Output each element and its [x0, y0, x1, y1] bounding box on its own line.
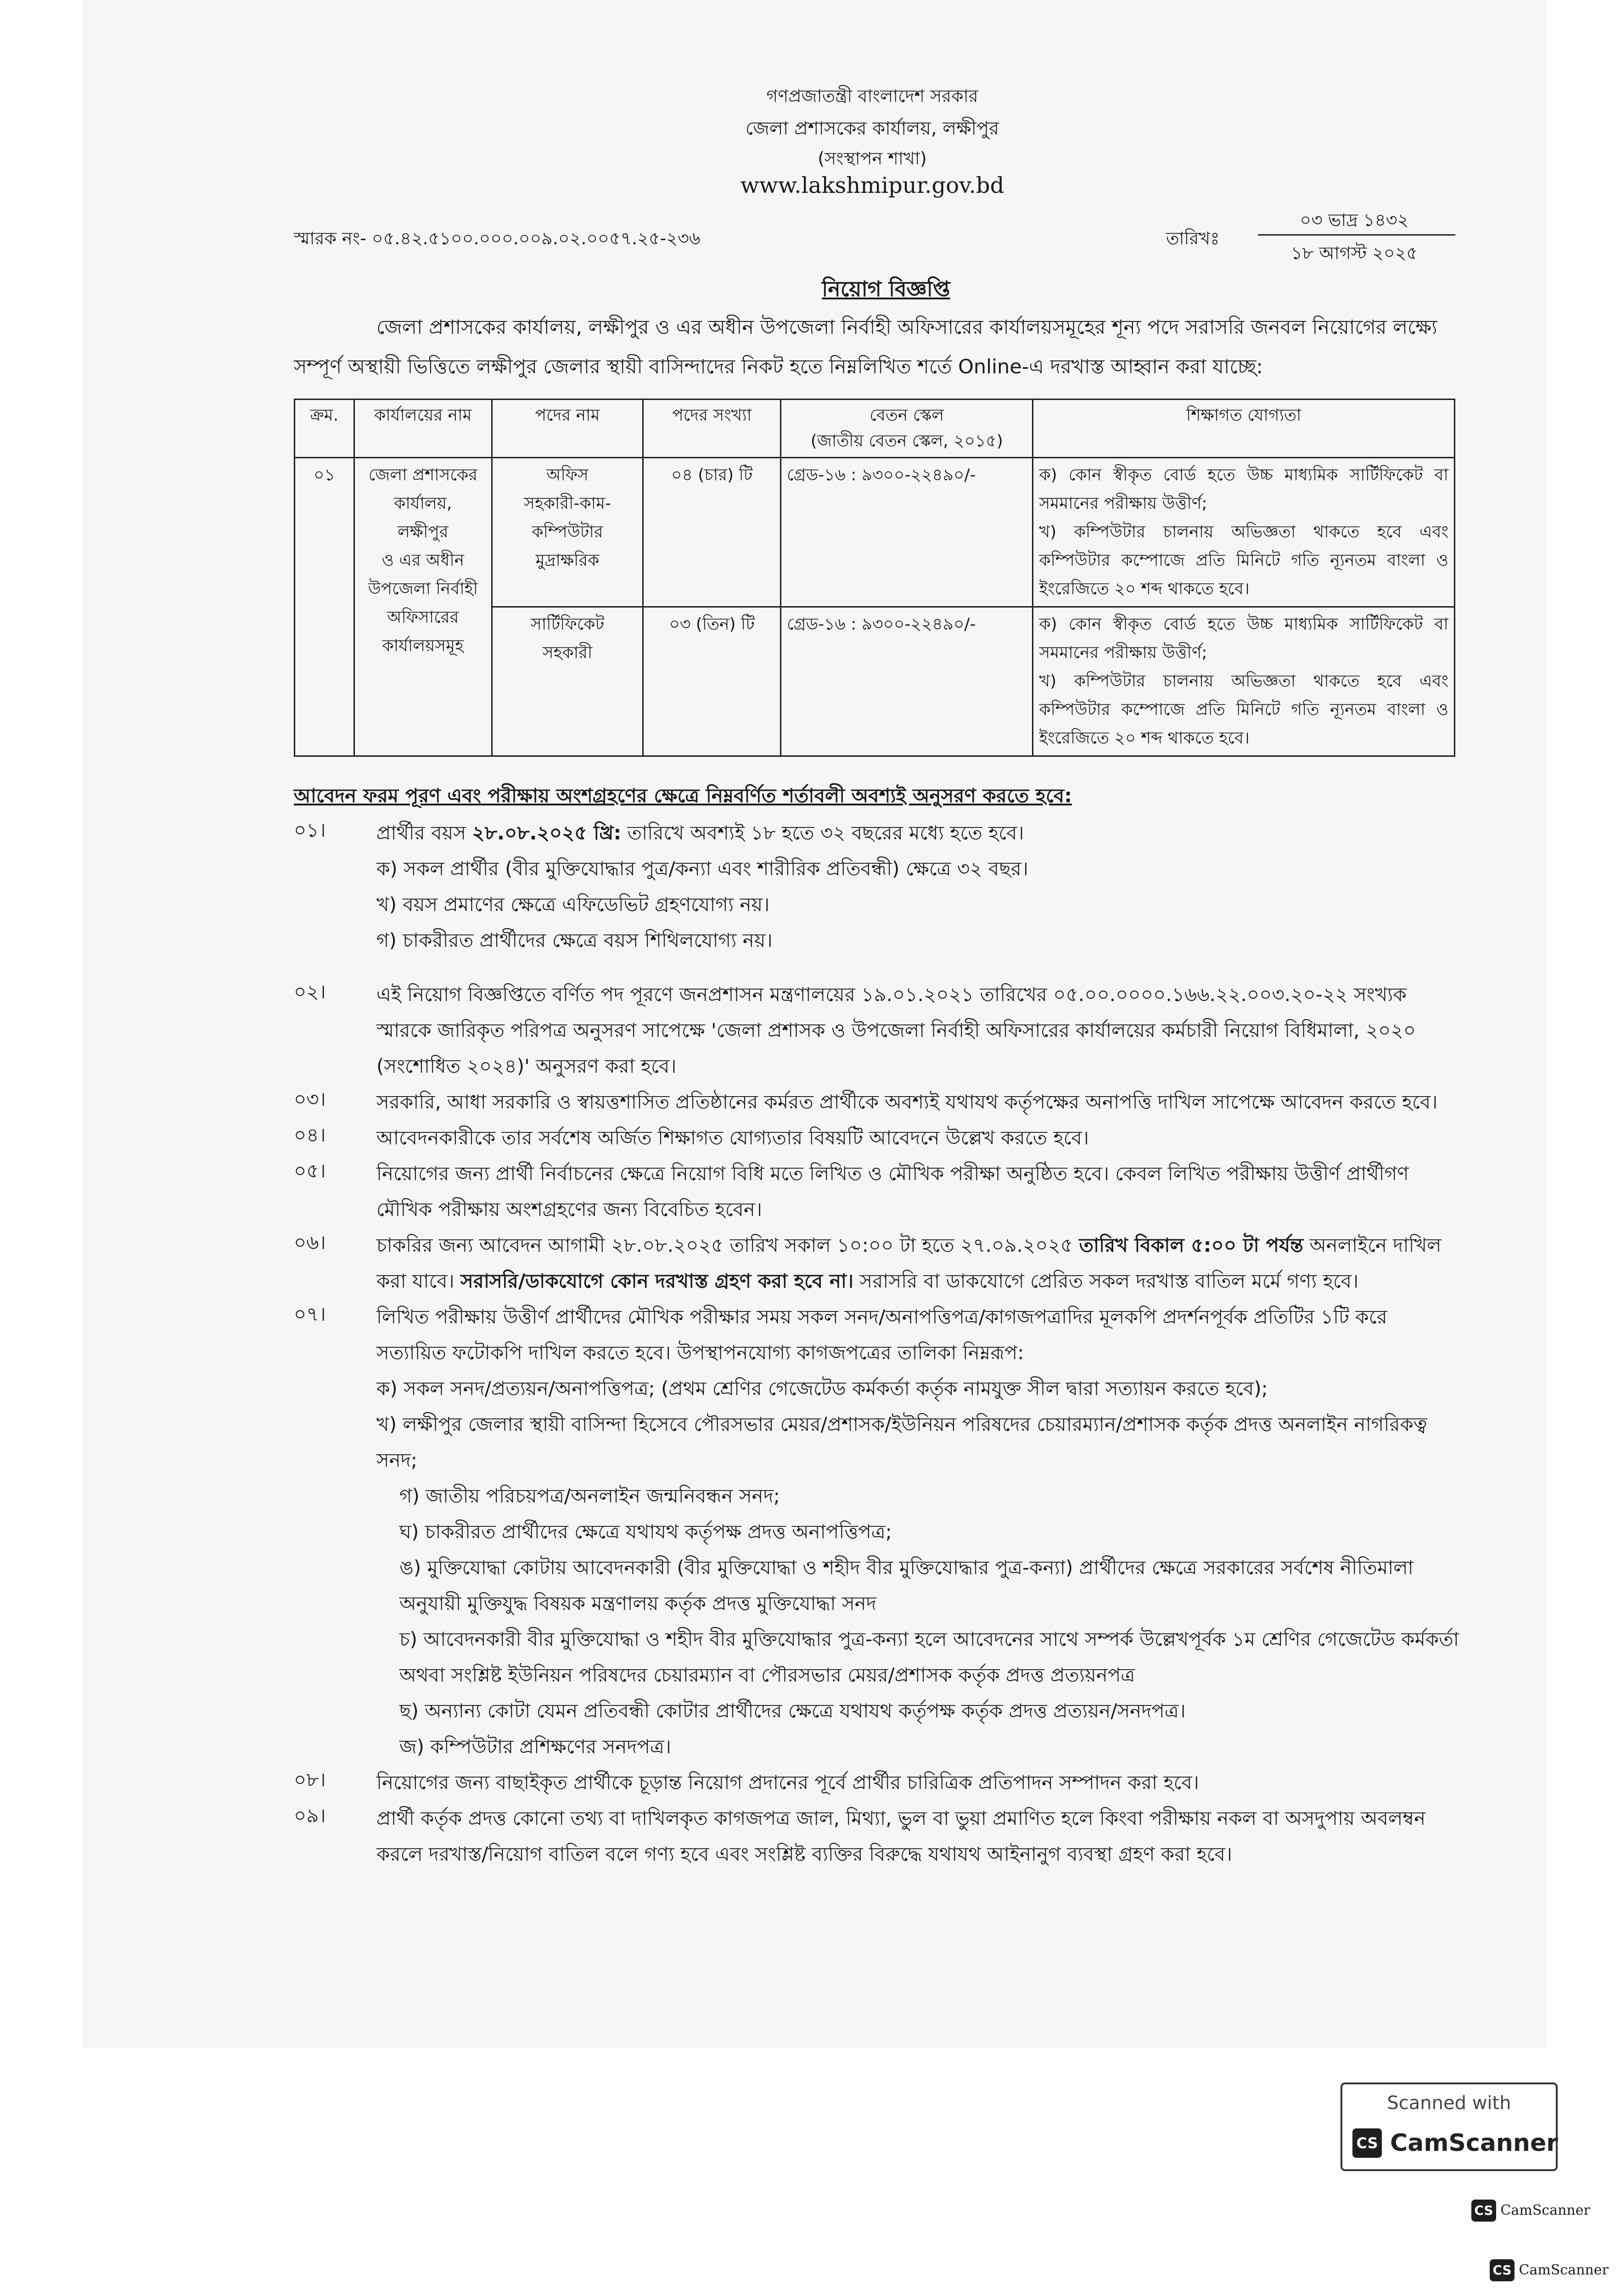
condition-item [294, 1765, 1460, 1801]
condition-number: ০১। [294, 819, 326, 841]
sub-item: গ) জাতীয় পরিচয়পত্র/অনলাইন জন্মনিবন্ধন সনদ; [399, 1485, 780, 1507]
office-line: উপজেলা নির্বাহী [368, 580, 478, 598]
condition-item [294, 1227, 1460, 1299]
cell-count: ০৪ (চার) টি [643, 458, 781, 607]
date-english: ১৮ আগস্ট ২০২৫ [1291, 243, 1418, 263]
vacancy-table [294, 399, 1455, 757]
office-line: অফিসারের [387, 608, 459, 627]
branch-title: (সংস্থাপন শাখা) [818, 148, 927, 169]
age-cutoff-date: ২৮.০৮.২০২৫ খ্রি: [472, 822, 622, 844]
condition-item [294, 1084, 1460, 1120]
govt-title: গণপ্রজাতন্ত্রী বাংলাদেশ সরকার [766, 86, 978, 106]
date-divider [1258, 234, 1455, 236]
condition-text: আবেদনকারীকে তার সর্বশেষ অর্জিত শিক্ষাগত যোগ্যতার বিষয়টি আবেদনে উল্লেখ করতে হবে। [376, 1126, 1089, 1149]
sub-item: ক) সকল প্রার্থীর (বীর মুক্তিযোদ্ধার পুত্র/কন্যা এবং শারীরিক প্রতিবন্ধী) ক্ষেত্রে ৩২ বছর। [376, 857, 1028, 880]
sub-item: জ) কম্পিউটার প্রশিক্ষণের সনদপত্র। [399, 1735, 671, 1758]
cell-post [492, 458, 643, 607]
condition-text-part: অনলাইনে দাখিল করা যাবে। [376, 1234, 1442, 1292]
sub-item: ক) সকল সনদ/প্রত্যয়ন/অনাপত্তিপত্র; (প্রথম শ্রেণির গেজেটেড কর্মকর্তা কর্তৃক নামযুক্ত সীল দ্বারা সত্যায়ন করতে হবে); [376, 1377, 1268, 1400]
camscanner-logo [1352, 2126, 1558, 2158]
col-serial: ক্রম. [295, 400, 354, 458]
cell-scale: গ্রেড-১৬ : ৯৩০০-২২৪৯০/- [781, 607, 1033, 756]
condition-text: সরকারি, আধা সরকারি ও স্বায়ত্তশাসিত প্রতিষ্ঠানের কর্মরত প্রার্থীকে অবশ্যই যথাযথ কর্তৃপক্ষের অনাপত্তি দাখিল সাপেক্ষে আবেদন করতে হবে। [376, 1091, 1438, 1113]
condition-text-part: চাকরির জন্য আবেদন আগামী ২৮.০৮.২০২৫ তারিখ সকাল ১০:০০ টা হতে ২৭.০৯.২০২৫ [376, 1234, 1079, 1256]
deadline-text: তারিখ বিকাল ৫:০০ টা পর্যন্ত [1079, 1234, 1303, 1256]
col-post: পদের নাম [492, 400, 643, 458]
sub-item: ঙ) মুক্তিযোদ্ধা কোটায় আবেদনকারী (বীর মুক্তিযোদ্ধা ও শহীদ বীর মুক্তিযোদ্ধার পুত্র-কন্যা) প্রার্থীদের ক্ষেত্রে সরকারের সর্বশেষ নীতিমালা অনুযায়ী মুক্তিযুদ্ধ বিষয়ক মন্ত্রণালয় কর্তৃক প্রদত্ত মুক্তিযোদ্ধা সনদ [399, 1556, 1413, 1615]
office-line: কার্যালয়সমূহ [382, 636, 464, 655]
post-line: অফিস [546, 466, 589, 484]
cell-office [354, 458, 492, 756]
post-line: সহকারী-কাম- [524, 494, 611, 513]
camscanner-mark-text: CamScanner [1500, 2202, 1590, 2218]
camscanner-icon: CS [1471, 2200, 1496, 2222]
condition-text: এই নিয়োগ বিজ্ঞপ্তিতে বর্ণিত পদ পূরণে জনপ্রশাসন মন্ত্রণালয়ের ১৯.০১.২০২১ তারিখের ০৫.০০.০০০০.১৬৬.২২.০০৩.২০-২২ সংখ্যক স্মারকে জারিকৃত পরিপত্র অনুসরণ সাপেক্ষে 'জেলা প্রশাসক ও উপজেলা নির্বাহী অফিসারের কার্যালয়ের কর্মচারী নিয়োগ বিধিমালা, ২০২০ (সংশোধিত ২০২৪)' অনুসরণ করা হবে। [376, 983, 1416, 1077]
camscanner-watermark [1341, 2082, 1558, 2171]
cell-qualification [1033, 458, 1455, 607]
condition-item [294, 1120, 1460, 1156]
sub-item: খ) বয়স প্রমাণের ক্ষেত্রে এফিডেভিট গ্রহণযোগ্য নয়। [376, 893, 770, 916]
condition-text [376, 1227, 1460, 1299]
condition-item [294, 815, 1460, 958]
camscanner-brand: CamScanner [1390, 2129, 1558, 2157]
condition-item [294, 1156, 1460, 1227]
sub-item: ঘ) চাকরীরত প্রার্থীদের ক্ষেত্রে যথাযথ কর্তৃপক্ষ প্রদত্ত অনাপত্তিপত্র; [399, 1520, 892, 1543]
conditions-heading: আবেদন ফরম পূরণ এবং পরীক্ষায় অংশগ্রহণের ক্ষেত্রে নিম্নবর্ণিত শর্তাবলী অবশ্যই অনুসরণ করতে হবে: [294, 784, 1072, 807]
col-scale-title: বেতন স্কেল [869, 406, 944, 425]
condition-text: লিখিত পরীক্ষায় উত্তীর্ণ প্রার্থীদের মৌখিক পরীক্ষার সময় সকল সনদ/অনাপত্তিপত্র/কাগজপত্রাদির মূলকপি প্রদর্শনপূর্বক প্রতিটির ১টি করে সত্যায়িত ফটোকপি দাখিল করতে হবে। উপস্থাপনযোগ্য কাগজপত্রের তালিকা নিম্নরূপ: [376, 1306, 1387, 1364]
cell-serial: ০১ [295, 458, 354, 756]
condition-number: ০৪। [294, 1124, 326, 1146]
memo-reference: স্মারক নং- ০৫.৪২.৫১০০.০০০.০০৯.০২.০০৫৭.২৫-২৩৬ [294, 228, 701, 248]
office-line: জেলা প্রশাসকের [368, 466, 477, 484]
condition-number: ০৩। [294, 1088, 326, 1110]
sub-item: গ) চাকরীরত প্রার্থীদের ক্ষেত্রে বয়স শিথিলযোগ্য নয়। [376, 929, 773, 951]
conditions-list [294, 815, 1460, 1872]
qualification-a: ক) কোন স্বীকৃত বোর্ড হতে উচ্চ মাধ্যমিক সার্টিফিকেট বা সমমানের পরীক্ষায় উত্তীর্ণ; [1039, 615, 1448, 662]
no-direct-submission-text: সরাসরি/ডাকযোগে কোন দরখাস্ত গ্রহণ করা হবে না। [460, 1270, 854, 1292]
post-line: কম্পিউটার [532, 523, 603, 541]
office-line: লক্ষীপুর [398, 523, 449, 541]
post-line: সহকারী [542, 643, 593, 662]
qualification-a: ক) কোন স্বীকৃত বোর্ড হতে উচ্চ মাধ্যমিক সার্টিফিকেট বা সমমানের পরীক্ষায় উত্তীর্ণ; [1039, 466, 1448, 513]
condition-number: ০২। [294, 980, 326, 1003]
qualification-b: খ) কম্পিউটার চালনায় অভিজ্ঞতা থাকতে হবে এবং কম্পিউটার কম্পোজে প্রতি মিনিটে গতি ন্যূনতম বাংলা ও ইংরেজিতে ২০ শব্দ থাকতে হবে। [1039, 672, 1448, 748]
cell-count: ০৩ (তিন) টি [643, 607, 781, 756]
cell-post [492, 607, 643, 756]
col-scale-subtitle: (জাতীয় বেতন স্কেল, ২০১৫) [810, 432, 1003, 450]
sub-item: চ) আবেদনকারী বীর মুক্তিযোদ্ধা ও শহীদ বীর মুক্তিযোদ্ধার পুত্র-কন্যা হলে আবেদনের সাথে সম্পর্ক উল্লেখপূর্বক ১ম শ্রেণির গেজেটেড কর্মকর্তা অথবা সংশ্লিষ্ট ইউনিয়ন পরিষদের চেয়ারম্যান বা পৌরসভার মেয়র/প্রশাসক কর্তৃক প্রদত্ত প্রত্যয়নপত্র [399, 1628, 1459, 1686]
col-qualification: শিক্ষাগত যোগ্যতা [1033, 400, 1455, 458]
post-line: সার্টিফিকেট [531, 615, 605, 634]
scanned-with-text: Scanned with [1387, 2093, 1511, 2114]
condition-item [294, 1299, 1460, 1765]
condition-text: নিয়োগের জন্য বাছাইকৃত প্রার্থীকে চূড়ান্ত নিয়োগ প্রদানের পূর্বে প্রার্থীর চারিত্রিক প্রতিপাদন সম্পাদন করা হবে। [376, 1771, 1199, 1794]
condition-text-part: সরাসরি বা ডাকযোগে প্রেরিত সকল দরখাস্ত বাতিল মর্মে গণ্য হবে। [853, 1270, 1359, 1292]
sub-item: খ) লক্ষীপুর জেলার স্থায়ী বাসিন্দা হিসেবে পৌরসভার মেয়র/প্রশাসক/ইউনিয়ন পরিষদের চেয়ারম্যান/প্রশাসক কর্তৃক প্রদত্ত অনলাইন নাগরিকত্ব সনদ; [376, 1413, 1427, 1471]
condition-text-part: তারিখে অবশ্যই ১৮ হতে ৩২ বছরের মধ্যে হতে হবে। [621, 822, 1024, 844]
condition-text-part: প্রার্থীর বয়স [376, 822, 472, 844]
col-count: পদের সংখ্যা [643, 400, 781, 458]
col-scale [781, 400, 1033, 458]
condition-number: ০৮। [294, 1768, 326, 1791]
office-line: কার্যালয়, [394, 494, 452, 513]
condition-item [294, 1801, 1460, 1872]
condition-number: ০৫। [294, 1159, 326, 1182]
date-label: তারিখঃ [1166, 228, 1220, 248]
condition-number: ০৭। [294, 1303, 326, 1325]
condition-number: ০৬। [294, 1231, 326, 1254]
condition-item [294, 977, 1460, 1084]
condition-text [376, 815, 1460, 851]
condition-text: নিয়োগের জন্য প্রার্থী নির্বাচনের ক্ষেত্রে নিয়োগ বিধি মতে লিখিত ও মৌখিক পরীক্ষা অনুষ্ঠিত হবে। কেবল লিখিত পরীক্ষায় উত্তীর্ণ প্রার্থীগণ মৌখিক পরীক্ষায় অংশগ্রহণের জন্য বিবেচিত হবেন। [376, 1162, 1409, 1221]
camscanner-mark [1471, 2200, 1590, 2222]
condition-text: প্রার্থী কর্তৃক প্রদত্ত কোনো তথ্য বা দাখিলকৃত কাগজপত্র জাল, মিথ্যা, ভুল বা ভুয়া প্রমাণিত হলে কিংবা পরীক্ষায় নকল বা অসদুপায় অবলম্বন করলে দরখাস্ত/নিয়োগ বাতিল বলে গণ্য হবে এবং সংশ্লিষ্ট ব্যক্তির বিরুদ্ধে যথাযথ আইনানুগ ব্যবস্থা গ্রহণ করা হবে। [376, 1807, 1426, 1865]
notice-title: নিয়োগ বিজ্ঞপ্তি [822, 276, 950, 301]
table-row [295, 458, 1455, 607]
qualification-b: খ) কম্পিউটার চালনায় অভিজ্ঞতা থাকতে হবে এবং কম্পিউটার কম্পোজে প্রতি মিনিটে গতি ন্যূনতম বাংলা ও ইংরেজিতে ২০ শব্দ থাকতে হবে। [1039, 523, 1448, 598]
camscanner-mark-text: CamScanner [1519, 2262, 1609, 2278]
office-line: ও এর অধীন [381, 551, 465, 570]
date-bangla: ০৩ ভাদ্র ১৪৩২ [1300, 210, 1409, 230]
cell-scale: গ্রেড-১৬ : ৯৩০০-২২৪৯০/- [781, 458, 1033, 607]
website-link[interactable]: www.lakshmipur.gov.bd [740, 173, 1004, 198]
camscanner-mark [1490, 2259, 1609, 2281]
col-office: কার্যালয়ের নাম [354, 400, 492, 458]
camscanner-icon: CS [1352, 2128, 1382, 2158]
sub-item: ছ) অন্যান্য কোটা যেমন প্রতিবন্ধী কোটার প্রার্থীদের ক্ষেত্রে যথাযথ কর্তৃপক্ষ কর্তৃক প্রদত্ত প্রত্যয়ন/সনদপত্র। [399, 1699, 1186, 1722]
post-line: মুদ্রাক্ষরিক [535, 551, 600, 570]
table-header-row [295, 400, 1455, 458]
camscanner-icon: CS [1490, 2259, 1514, 2281]
office-title: জেলা প্রশাসকের কার্যালয়, লক্ষীপুর [745, 118, 999, 139]
condition-number: ০৯। [294, 1804, 326, 1827]
cell-qualification [1033, 607, 1455, 756]
notice-intro: জেলা প্রশাসকের কার্যালয়, লক্ষীপুর ও এর অধীন উপজেলা নির্বাহী অফিসারের কার্যালয়সমূহের শূন্য পদে সরাসরি জনবল নিয়োগের লক্ষ্যে সম্পূর্ণ অস্থায়ী ভিত্তিতে লক্ষীপুর জেলার স্থায়ী বাসিন্দাদের নিকট হতে নিম্নলিখিত শর্তে Online-এ দরখাস্ত আহ্বান করা যাচ্ছে: [294, 316, 1437, 378]
